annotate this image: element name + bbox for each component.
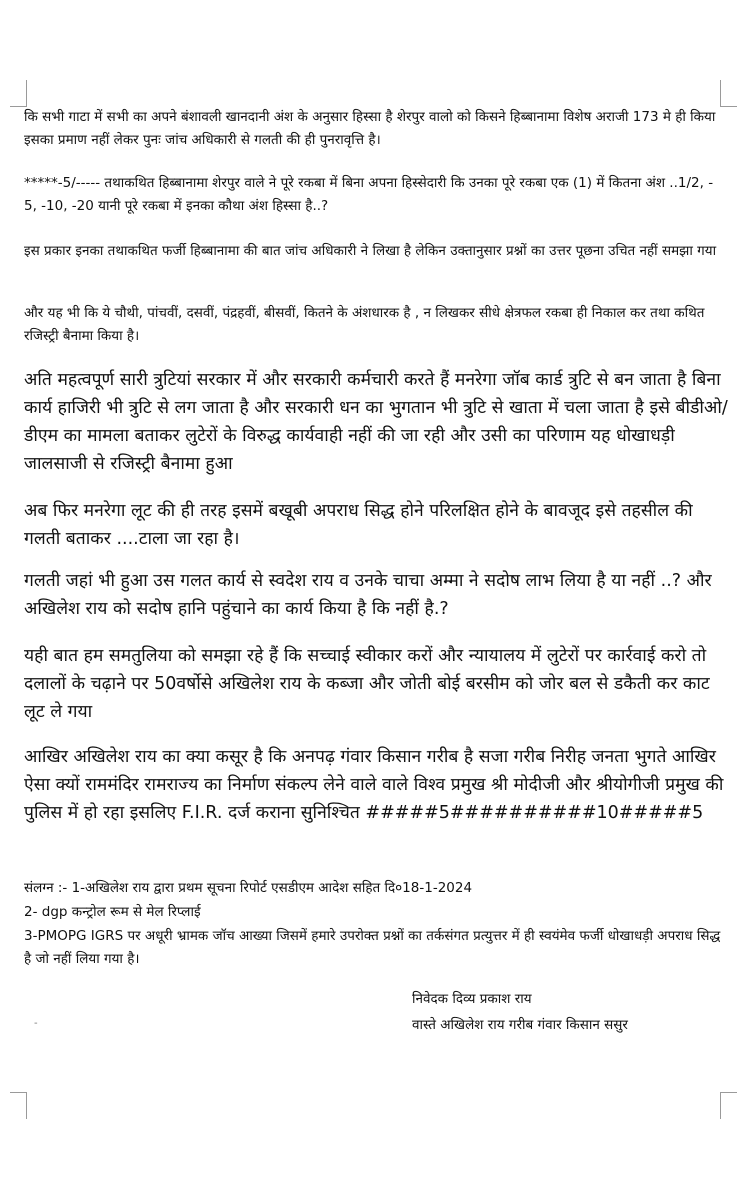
paragraph-inheritance-share: कि सभी गाटा में सभी का अपने बंशावली खानदानी अंश के अनुसार हिस्सा है शेरपुर वालो को किसने हिब्बानामा विशेष अराजी 173 मे ही किया इसका प्रमाण नहीं लेकर पुनः जांच अधिकारी से गलती की ही पुनरावृत्ति है। — [24, 109, 716, 148]
enclosure-3: 3-PMOPG IGRS पर अधूरी भ्रामक जॉच आख्या जिसमें हमारे उपरोक्त प्रश्नों का तर्कसंगत प्रत्युत्तर में ही स्वयंमेव फर्जी धोखाधड़ी अपराध सिद्ध है जो नहीं लिया गया है। — [24, 928, 721, 967]
paragraph-fake-gift-deed: इस प्रकार इनका तथाकथित फर्जी हिब्बानामा की बात जांच अधिकारी ने लिखा है लेकिन उक्तानुसार प्रश्नों का उत्तर पूछना उचित नहीं समझा गया — [24, 243, 717, 259]
paragraph-point-5: *****-5/----- तथाकथित हिब्बानामा शेरपुर वाले ने पूरे रकबा में बिना अपना हिस्सेदारी कि उनका पूरे रकबा एक (1) में कितना अंश ..1/2, - 5, -10, -20 यानी पूरे रकबा में इनका कौथा अंश हिस्सा है..? — [24, 175, 714, 214]
signature-on-behalf: वास्ते अखिलेश राय गरीब गंवार किसान ससुर — [412, 1017, 628, 1033]
paragraph-govt-errors: अति महत्वपूर्ण सारी त्रुटियां सरकार में और सरकारी कर्मचारी करते हैं मनरेगा जॉब कार्ड त्रुटि से बन जाता है बिना कार्य हाजिरी भी त्रुटि से लग जाता है और सरकारी धन का भुगतान भी त्रुटि से खाता में चला जाता है इसे बीडीओ/डीएम का मामला बताकर लुटेरों के विरुद्ध कार्यवाही नहीं की जा रही और उसी का परिणाम यह धोखाधड़ी जालसाजी से रजिस्ट्री बैनामा हुआ — [24, 370, 728, 474]
paragraph-tehsil-mistake: अब फिर मनरेगा लूट की ही तरह इसमें बखूबी अपराध सिद्ध होने परिलक्षित होने के बावजूद इसे तहसील की गलती बताकर ....टाला जा रहा है। — [24, 501, 693, 549]
enclosure-1: संलग्न :- 1-अखिलेश राय द्वारा प्रथम सूचना रिपोर्ट एसडीएम आदेश सहित दि०18-1-2024 — [24, 880, 473, 896]
crop-mark-bottom-right — [720, 1092, 737, 1119]
paragraph-wrongful-gain: गलती जहां भी हुआ उस गलत कार्य से स्वदेश राय व उनके चाचा अम्मा ने सदोष लाभ लिया है या नहीं ..? और अखिलेश राय को सदोष हानि पहुंचाने का कार्य किया है कि नहीं है.? — [24, 571, 712, 619]
paragraph-share-fractions: और यह भी कि ये चौथी, पांचवीं, दसवीं, पंद्रहवीं, बीसवीं, कितने के अंशधारक है , न लिखकर सीधे क्षेत्रफल रकबा ही निकाल कर तथा कथित रजिस्ट्री बैनामा किया है। — [24, 305, 705, 344]
crop-mark-top-right — [720, 80, 737, 107]
paragraph-samtuliya: यही बात हम समतुलिया को समझा रहे हैं कि सच्चाई स्वीकार करों और न्यायालय में लुटेरों पर कार्रवाई करो तो दलालों के चढ़ाने पर 50वर्षोसे अखिलेश राय के कब्जा और जोती बोई बरसीम को जोर बल से डकैती कर काट लूट ले गया — [24, 646, 710, 722]
paragraph-fir-request: आखिर अखिलेश राय का क्या कसूर है कि अनपढ़ गंवार किसान गरीब है सजा गरीब निरीह जनता भुगते आखिर ऐसा क्यों राममंदिर रामराज्य का निर्माण संकल्प लेने वाले वाले विश्व प्रमुख श्री मोदीजी और श्रीयोगीजी प्रमुख की पुलिस में हो रहा इसलिए F.I.R. दर्ज कराना सुनिश्चित #####5##########10#####5 — [24, 747, 724, 823]
footer-mark: - — [34, 1018, 38, 1029]
crop-mark-top-left — [10, 80, 27, 107]
enclosure-2: 2- dgp कन्ट्रोल रूम से मेल रिप्लाई — [24, 904, 201, 920]
crop-mark-bottom-left — [10, 1092, 27, 1119]
signature-applicant: निवेदक दिव्य प्रकाश राय — [412, 991, 532, 1007]
